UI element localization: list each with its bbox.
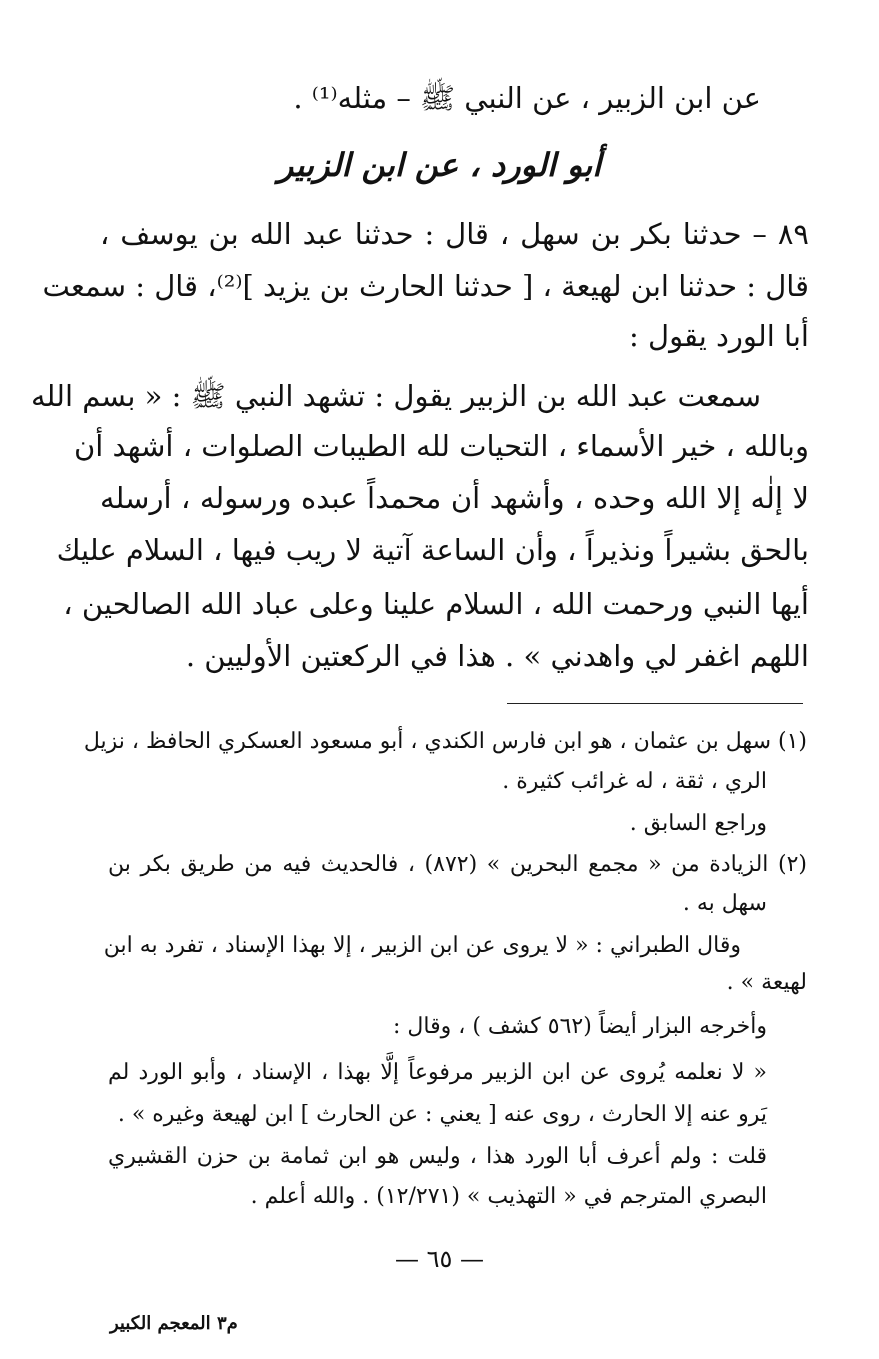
- hadith-line: قال : حدثنا ابن لهيعة ، [ حدثنا الحارث بن يزيد ]⁽²⁾، قال : سمعت: [42, 269, 809, 303]
- text-line: لا إلٰه إلا الله وحده ، وأشهد أن محمداً عبده ورسوله ، أرسله: [100, 481, 809, 515]
- text-line: أيها النبي ورحمت الله ، السلام علينا وعلى عباد الله الصالحين ،: [63, 587, 809, 621]
- intro-line: عن ابن الزبير ، عن النبي ﷺ – مثله⁽¹⁾ .: [293, 81, 761, 115]
- footnote-line: (١) سهل بن عثمان ، هو ابن فارس الكندي ، أبو مسعود العسكري الحافظ ، نزيل: [83, 729, 807, 754]
- footnote-line: وقال الطبراني : « لا يروى عن ابن الزبير ، إلا بهذا الإسناد ، تفرد به ابن: [103, 933, 741, 958]
- text-line: بالحق بشيراً ونذيراً ، وأن الساعة آتية لا ريب فيها ، السلام عليك: [56, 533, 809, 567]
- text-line: سمعت عبد الله بن الزبير يقول : تشهد النبي ﷺ : « بسم الله: [30, 379, 761, 413]
- text-line: وبالله ، خير الأسماء ، التحيات لله الطيبات الصلوات ، أشهد أن: [73, 429, 809, 463]
- footnote-line: (٢) الزيادة من « مجمع البحرين » (٨٧٢) ، فالحديث فيه من طريق بكر بن: [108, 852, 808, 877]
- footnote-line: وراجع السابق .: [629, 811, 767, 836]
- footnote-line: الري ، ثقة ، له غرائب كثيرة .: [502, 769, 767, 794]
- section-heading: أبو الورد ، عن ابن الزبير: [277, 146, 602, 184]
- footnote-divider: [507, 703, 803, 704]
- footnote-line: سهل به .: [682, 891, 767, 916]
- footnote-line: البصري المترجم في « التهذيب » (١٢/٢٧١) . والله أعلم .: [250, 1184, 767, 1209]
- hadith-line: أبا الورد يقول :: [629, 319, 809, 353]
- signature-label: م٣ المعجم الكبير: [110, 1313, 238, 1334]
- footnote-line: يَرو عنه إلا الحارث ، روى عنه [ يعني : عن الحارث ] ابن لهيعة وغيره » .: [117, 1102, 767, 1127]
- hadith-line: ٨٩ – حدثنا بكر بن سهل ، قال : حدثنا عبد الله بن يوسف ،: [100, 217, 809, 251]
- footnote-line: لهيعة » .: [726, 970, 807, 995]
- page-number: — ٦٥ —: [394, 1245, 485, 1273]
- footnote-line: « لا نعلمه يُروى عن ابن الزبير مرفوعاً إلَّا بهذا ، الإسناد ، وأبو الورد لم: [108, 1060, 767, 1085]
- text-line: اللهم اغفر لي واهدني » . هذا في الركعتين الأوليين .: [185, 639, 809, 673]
- footnote-line: وأخرجه البزار أيضاً (٥٦٢ كشف ) ، وقال :: [393, 1014, 767, 1039]
- footnote-line: قلت : ولم أعرف أبا الورد هذا ، وليس هو ابن ثمامة بن حزن القشيري: [108, 1144, 767, 1169]
